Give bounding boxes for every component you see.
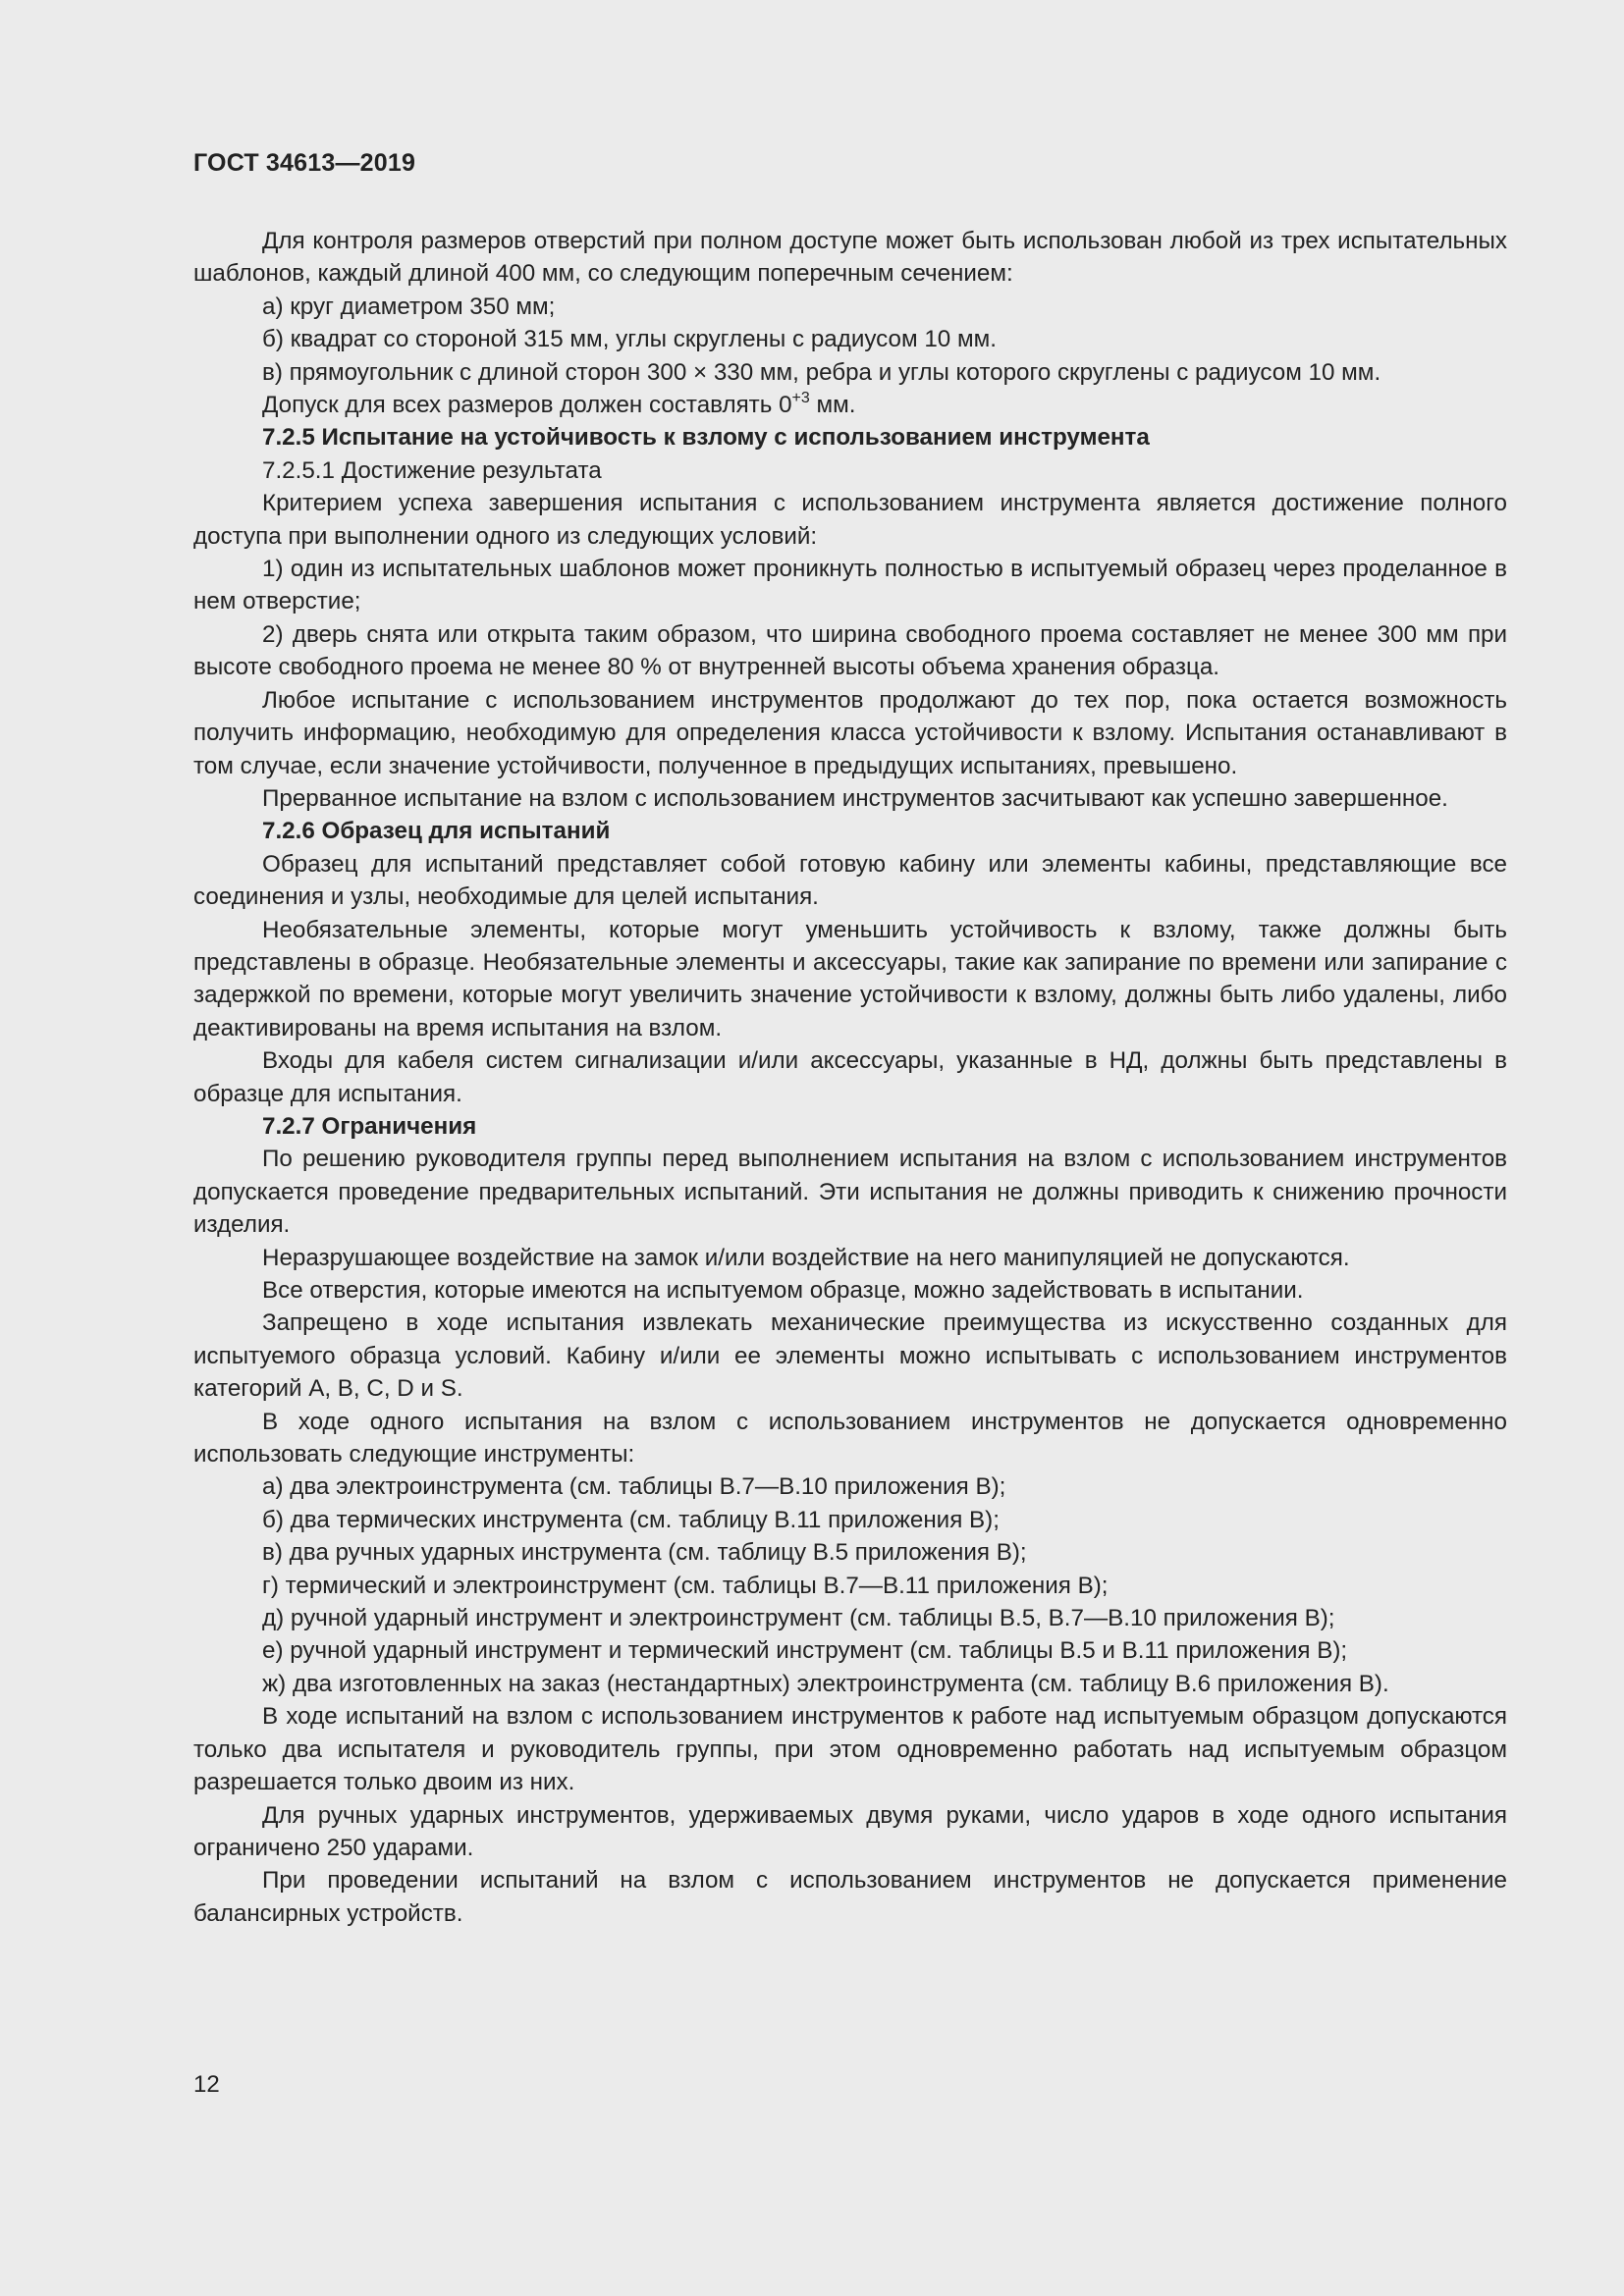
paragraph-openings: Все отверстия, которые имеются на испытуемом образце, можно задействовать в испытании. bbox=[262, 1277, 1304, 1304]
paragraph-interrupted-test: Прерванное испытание на взлом с использованием инструментов засчитывают как успешно завершенное. bbox=[262, 784, 1448, 812]
page-number: 12 bbox=[193, 2071, 220, 2098]
section-heading-7-2-5: 7.2.5 Испытание на устойчивость к взлому с использованием инструмента bbox=[262, 424, 1150, 452]
list-item-square: б) квадрат со стороной 315 мм, углы скруглены с радиусом 10 мм. bbox=[262, 326, 997, 353]
tolerance-text: Допуск для всех размеров должен составлять 0 bbox=[262, 392, 792, 419]
section-heading-7-2-6: 7.2.6 Образец для испытаний bbox=[262, 818, 611, 845]
list-item-tools-d: д) ручной ударный инструмент и электроинструмент (см. таблицы В.5, В.7—В.10 приложения В); bbox=[262, 1605, 1335, 1632]
paragraph-mechanical-advantage: Запрещено в ходе испытания извлекать механические преимущества из искусственно созданных для испытуемого образца условий. Кабину и/или ее элементы можно испытывать с использованием инструментов категорий А, В, С, D и S. bbox=[193, 1309, 1507, 1403]
paragraph-testers: В ходе испытаний на взлом с использованием инструментов к работе над испытуемым образцом допускаются только два испытателя и руководитель группы, при этом одновременно работать над испытуемым образцом разрешается только двоим из них. bbox=[193, 1703, 1507, 1796]
list-item-tools-zh: ж) два изготовленных на заказ (нестандартных) электроинструмента (см. таблицу В.6 приложения В). bbox=[262, 1670, 1389, 1697]
list-item-tools-a: а) два электроинструмента (см. таблицы В.7—В.10 приложения В); bbox=[262, 1473, 1006, 1501]
list-item-rectangle: в) прямоугольник с длиной сторон 300 × 330 мм, ребра и углы которого скруглены с радиусом 10 мм. bbox=[262, 358, 1381, 386]
list-item-tools-b: б) два термических инструмента (см. таблицу В.11 приложения В); bbox=[262, 1506, 1000, 1533]
paragraph-test-continuation: Любое испытание с использованием инструментов продолжают до тех пор, пока остается возможность получить информацию, необходимую для определения класса устойчивости к взлому. Испытания останавливают в том случае, если значение устойчивости, полученное в предыдущих испытаниях, превышено. bbox=[193, 686, 1507, 779]
paragraph-simultaneous-tools: В ходе одного испытания на взлом с использованием инструментов не допускается одновременно использовать следующие инструменты: bbox=[193, 1408, 1507, 1468]
paragraph-hand-strikes: Для ручных ударных инструментов, удерживаемых двумя руками, число ударов в ходе одного испытания ограничено 250 ударами. bbox=[193, 1801, 1507, 1861]
paragraph-specimen: Образец для испытаний представляет собой готовую кабину или элементы кабины, представляющие все соединения и узлы, необходимые для целей испытания. bbox=[193, 850, 1507, 911]
paragraph-cable-inputs: Входы для кабеля систем сигнализации и/или аксессуары, указанные в НД, должны быть представлены в образце для испытания. bbox=[193, 1047, 1507, 1107]
paragraph-templates-intro: Для контроля размеров отверстий при полном доступе может быть использован любой из трех испытательных шаблонов, каждый длиной 400 мм, со следующим поперечным сечением: bbox=[193, 228, 1507, 288]
subsection-heading-7-2-5-1: 7.2.5.1 Достижение результата bbox=[262, 456, 602, 484]
paragraph-preliminary-tests: По решению руководителя группы перед выполнением испытания на взлом с использованием инструментов допускается проведение предварительных испытаний. Эти испытания не должны приводить к снижению прочности изделия. bbox=[193, 1146, 1507, 1239]
document-code-header: ГОСТ 34613—2019 bbox=[193, 149, 416, 177]
paragraph-balancing-devices: При проведении испытаний на взлом с использованием инструментов не допускается применение балансирных устройств. bbox=[193, 1867, 1507, 1927]
list-item-circle: а) круг диаметром 350 мм; bbox=[262, 293, 556, 320]
paragraph-lock-manipulation: Неразрушающее воздействие на замок и/или воздействие на него манипуляцией не допускаются. bbox=[262, 1244, 1350, 1271]
list-item-tools-e: е) ручной ударный инструмент и термический инструмент (см. таблицы В.5 и В.11 приложения В); bbox=[262, 1637, 1348, 1665]
list-item-tools-v: в) два ручных ударных инструмента (см. таблицу В.5 приложения В); bbox=[262, 1539, 1027, 1567]
tolerance-unit: мм. bbox=[809, 392, 856, 419]
list-item-tools-g: г) термический и электроинструмент (см. таблицы В.7—В.11 приложения В); bbox=[262, 1572, 1109, 1599]
paragraph-tolerance bbox=[193, 389, 1507, 421]
list-item-condition-2: 2) дверь снята или открыта таким образом, что ширина свободного проема составляет не менее 300 мм при высоте свободного проема не менее 80 % от внутренней высоты объема хранения образца. bbox=[193, 620, 1507, 681]
list-item-condition-1: 1) один из испытательных шаблонов может проникнуть полностью в испытуемый образец через проделанное в нем отверстие; bbox=[193, 556, 1507, 615]
section-heading-7-2-7: 7.2.7 Ограничения bbox=[262, 1112, 477, 1140]
paragraph-success-criterion: Критерием успеха завершения испытания с использованием инструмента является достижение полного доступа при выполнении одного из следующих условий: bbox=[193, 490, 1507, 550]
tolerance-superscript: +3 bbox=[791, 390, 810, 407]
paragraph-optional-elements: Необязательные элементы, которые могут уменьшить устойчивость к взлому, также должны быть представлены в образце. Необязательные элементы и аксессуары, такие как запирание по времени или запирание с задержкой по времени, которые могут увеличить значение устойчивости к взлому, должны быть либо удалены, либо деактивированы на время испытания на взлом. bbox=[193, 916, 1507, 1041]
document-body bbox=[193, 225, 1507, 1930]
